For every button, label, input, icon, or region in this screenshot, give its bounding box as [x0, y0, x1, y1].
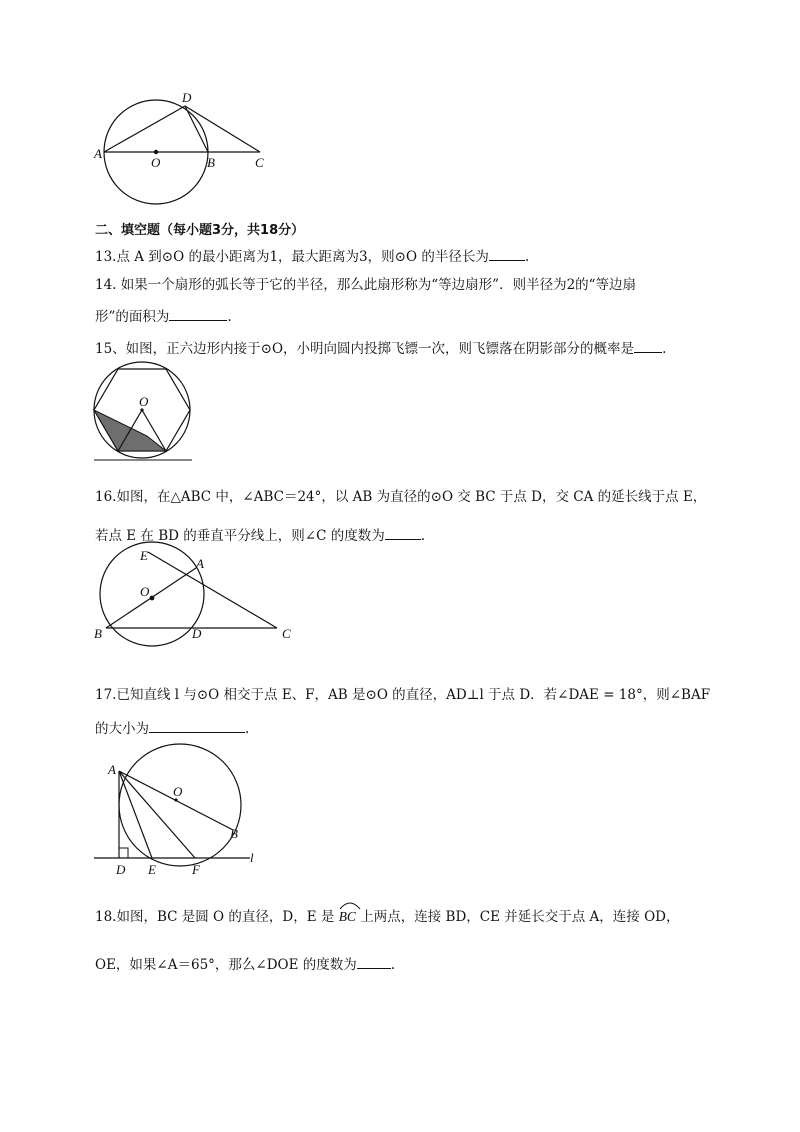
q18-answer-blank[interactable]	[357, 954, 391, 969]
label-B: B	[94, 626, 102, 641]
q17-answer-blank[interactable]	[149, 718, 245, 733]
label-E: E	[140, 548, 148, 563]
label-D: D	[116, 862, 126, 877]
figure-top-circle	[90, 90, 280, 210]
q13-answer-blank[interactable]	[489, 246, 525, 261]
question-17-line1: 17.已知直线 l 与⊙O 相交于点 E、F，AB 是⊙O 的直径，AD⊥l 于点 D．若∠DAE = 18°，则∠BAF	[95, 687, 711, 703]
figure-q17	[92, 744, 272, 880]
question-18-line2: OE，如果∠A＝65°，那么∠DOE 的度数为 .	[95, 954, 395, 974]
label-F: F	[192, 862, 200, 877]
question-18-line1: 18.如图，BC 是圆 O 的直径，D，E 是 BC 上两点，连接 BD，CE 并延长交于点 A，连接 OD，	[95, 908, 679, 926]
question-16-line1: 16.如图，在△ABC 中，∠ABC＝24°，以 AB 为直径的⊙O 交 BC 于点 D，交 CA 的延长线于点 E，	[95, 489, 707, 505]
question-14-line2: 形”的面积为 .	[95, 306, 232, 326]
label-A: A	[196, 556, 204, 571]
label-B: B	[230, 826, 238, 841]
label-C: C	[282, 626, 291, 641]
arc-BC: BC	[339, 908, 356, 926]
label-B: B	[207, 155, 215, 170]
q16-answer-blank[interactable]	[385, 525, 421, 540]
question-13: 13.点 A 到⊙O 的最小距离为1，最大距离为3，则⊙O 的半径长为 .	[95, 246, 529, 266]
arc-symbol-icon	[339, 900, 361, 910]
q14-answer-blank[interactable]	[169, 306, 227, 321]
section-heading: 二、填空题（每小题3分，共18分）	[95, 223, 305, 238]
question-15: 15、如图，正六边形内接于⊙O，小明向圆内投掷飞镖一次，则飞镖落在阴影部分的概率是 .	[95, 338, 666, 358]
figure-q16	[92, 546, 302, 642]
label-l: l	[250, 850, 254, 865]
label-O: O	[173, 784, 183, 799]
question-17-line2: 的大小为 .	[95, 718, 249, 738]
figure-q15-hexagon	[92, 360, 202, 466]
label-A: A	[94, 146, 102, 161]
label-D: D	[182, 90, 192, 105]
question-16-line2: 若点 E 在 BD 的垂直平分线上，则∠C 的度数为 .	[95, 525, 425, 545]
label-C: C	[255, 155, 264, 170]
label-O: O	[140, 584, 150, 599]
label-D: D	[192, 626, 202, 641]
q13-text: 13.点 A 到⊙O 的最小距离为1，最大距离为3，则⊙O 的半径长为	[95, 249, 489, 265]
label-A: A	[108, 762, 116, 777]
question-14-line1: 14. 如果一个扇形的弧长等于它的半径，那么此扇形称为“等边扇形”．则半径为2的“等边扇	[95, 277, 637, 293]
label-O: O	[139, 394, 149, 409]
q15-answer-blank[interactable]	[634, 338, 662, 353]
label-E: E	[148, 862, 156, 877]
label-O: O	[151, 155, 161, 170]
